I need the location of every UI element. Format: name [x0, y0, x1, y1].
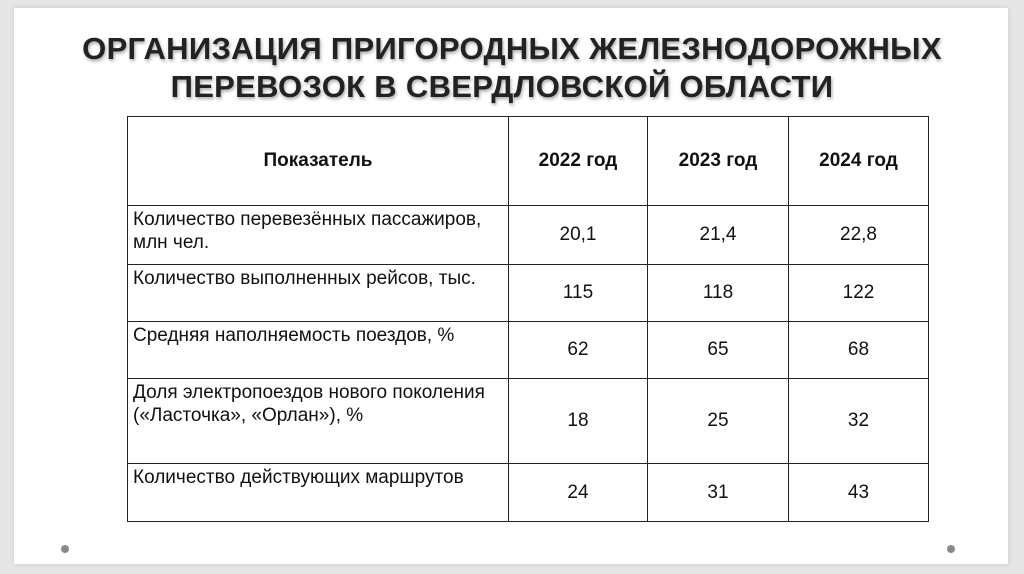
left-dot-decoration [61, 545, 69, 553]
table-row [128, 379, 929, 464]
cell-2022: 62 [509, 322, 648, 379]
row-label: Количество перевезённых пассажиров, млн чел. [128, 206, 509, 265]
row-label: Количество действующих маршрутов [128, 464, 509, 522]
header-2023: 2023 год [648, 117, 789, 206]
cell-2024: 22,8 [789, 206, 929, 265]
table-header-row [128, 117, 929, 206]
table-row [128, 206, 929, 265]
row-label: Средняя наполняемость поездов, % [128, 322, 509, 379]
table-row [128, 265, 929, 322]
title-line-2: ПЕРЕВОЗОК В СВЕРДЛОВСКОЙ ОБЛАСТИ [170, 69, 834, 104]
slide-title [0, 30, 1024, 106]
cell-2022: 24 [509, 464, 648, 522]
cell-2024: 43 [789, 464, 929, 522]
data-table [127, 116, 929, 522]
title-line-1: ОРГАНИЗАЦИЯ ПРИГОРОДНЫХ ЖЕЛЕЗНОДОРОЖНЫХ [82, 31, 942, 66]
header-2022: 2022 год [509, 117, 648, 206]
header-2024: 2024 год [789, 117, 929, 206]
row-label: Доля электропоездов нового поколения («Ласточка», «Орлан»), % [128, 379, 509, 464]
cell-2022: 18 [509, 379, 648, 464]
table-row [128, 464, 929, 522]
header-indicator: Показатель [128, 117, 509, 206]
cell-2024: 68 [789, 322, 929, 379]
cell-2023: 118 [648, 265, 789, 322]
cell-2022: 115 [509, 265, 648, 322]
cell-2023: 65 [648, 322, 789, 379]
cell-2024: 32 [789, 379, 929, 464]
row-label: Количество выполненных рейсов, тыс. [128, 265, 509, 322]
cell-2023: 21,4 [648, 206, 789, 265]
right-dot-decoration [947, 545, 955, 553]
cell-2023: 31 [648, 464, 789, 522]
cell-2022: 20,1 [509, 206, 648, 265]
cell-2023: 25 [648, 379, 789, 464]
cell-2024: 122 [789, 265, 929, 322]
table-row [128, 322, 929, 379]
